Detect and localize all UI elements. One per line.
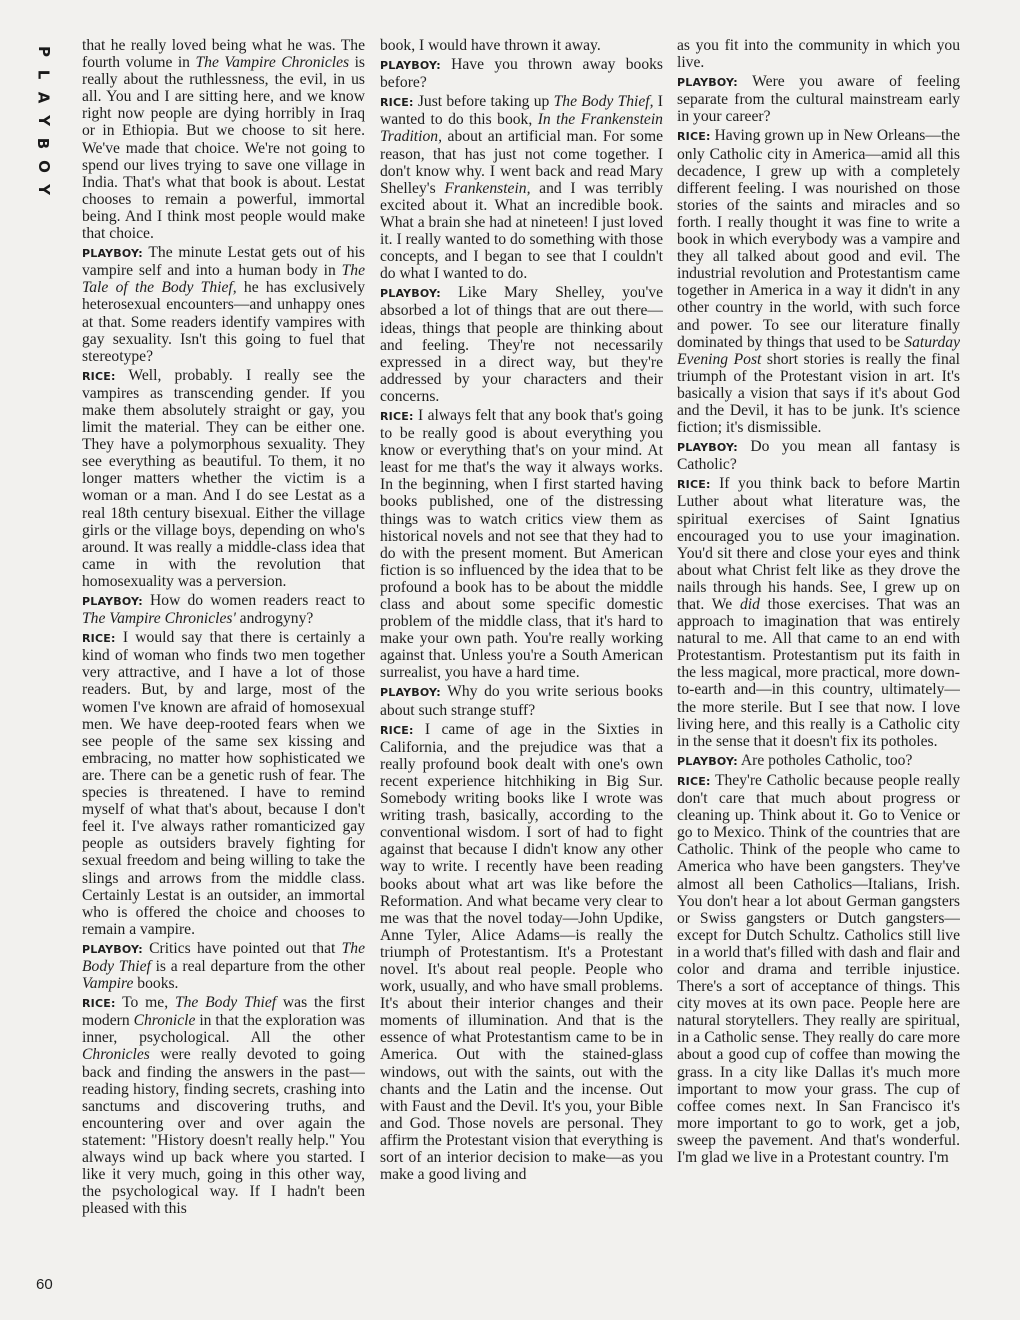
speaker-label: PLAYBOY: <box>380 287 441 301</box>
paragraph <box>380 683 663 718</box>
text-run: Why do you write serious books about such strange stuff? <box>380 683 663 719</box>
paragraph <box>677 73 960 125</box>
speaker-label: RICE: <box>677 478 711 492</box>
text-run: book, I would have thrown it away. <box>380 37 601 54</box>
paragraph <box>677 772 960 1166</box>
masthead-vertical <box>29 40 57 201</box>
speaker-label: PLAYBOY: <box>82 247 143 261</box>
paragraph <box>380 284 663 405</box>
paragraph <box>677 438 960 473</box>
text-run: I wanted to do this book, <box>380 93 663 129</box>
text-run: Have you thrown away books before? <box>380 56 663 92</box>
italic-title: Chronicle <box>133 1012 196 1030</box>
text-run: I came of age in the Sixties in California, and the prejudice was that a really profound book dealt with one's own recent experience hitchhiking in Big Sur. Somebody writing books like I wrote was writing trash, basically, according to the conventional wisdom. I sort of had to fight against that because I didn't know any other way to write. I recently have been reading books about what art was like before the Reformation. And what became very clear to me was that the novel today—John Updike, Anne Tyler, Alice Adams—is really the triumph of Protestantism. It's a Protestant novel. It's about real people. People who work, usually, and who have small problems. It's about their interior changes and their moments of illumination. And that is the essence of what Protestantism came to be in America. Out with the stained-glass windows, out with the saints, out with the chants and the Latin and the incense. Out with Faust and the Devil. It's you, your Bible and God. Those novels are personal. They affirm the Protestant vision that everything is sort of an interior decision to make—as you make a good living and <box>380 720 663 1184</box>
speaker-label: RICE: <box>677 130 711 144</box>
text-run: Having grown up in New Orleans—the only Catholic city in America—amid all this decadence, I grew up with a completely different feeling. I was nourished on those stories of the saints and miracles and so forth. I really thought it was fine to write a book in which everybody was a vampire and they all talked about good and evil. The industrial revolution and Protestantism came together in America in a way it didn't in any other country in the world, with such force and power. To see our literature finally dominated by things that used to be <box>677 127 960 351</box>
text-run: Just before taking up <box>413 93 554 111</box>
italic-title: Saturday Evening Post <box>677 333 960 368</box>
speaker-label: RICE: <box>380 723 414 737</box>
italic-title: Frankenstein, <box>444 179 531 197</box>
paragraph <box>677 127 960 436</box>
text-run: I would say that there is certainly a kind of woman who finds two men together very attractive, and I have a lot of those readers. But, by and large, most of the women I've known are afraid of homosexual men. We have deep-rooted fears when we see people of the same sex kissing and embracing, no matter how sophisticated we are. There can be a genetic rush of fear. The species is threatened. I have to remind myself of what that's about, because I don't feel it. I've always rather romanticized gay people as outsiders bravely fighting for sexual freedom and being willing to take the slings and arrows from the middle class. Certainly Lestat is an outsider, an immortal who is offered the choice and chooses to remain a vampire. <box>82 629 365 938</box>
speaker-label: PLAYBOY: <box>677 441 738 455</box>
masthead-letter: O <box>34 160 53 173</box>
text-run: Are potholes Catholic, too? <box>737 751 913 769</box>
italic-title: The Body Thief, <box>553 93 654 111</box>
speaker-label: RICE: <box>677 774 711 788</box>
text-run: How do women readers react to <box>142 592 365 609</box>
italic-title: did <box>739 596 760 613</box>
paragraph <box>82 940 365 992</box>
italic-title: The Body Thief <box>174 994 277 1012</box>
speaker-label: PLAYBOY: <box>82 942 143 956</box>
masthead-letter: B <box>34 137 53 150</box>
text-run: If you think back to before Martin Luther about what literature was, the spiritual exercises of Saint Ignatius encouraged you to use your imagination. You'd sit there and close your eyes and think about what Christ felt like as they drove the nails through his hands. See, I grew up on that. We <box>677 475 960 613</box>
text-run: were really devoted to going back and finding the answers in the past—reading history, finding secrets, crashing into sanctums and discovering truths, and encountering over and over again the statement: "History doesn't really help." You always wind up back where you started. I like it very much, going in this other way, the psychological way. If I hadn't been pleased with this <box>82 1046 365 1218</box>
text-run: They're Catholic because people really don't care that much about progress or cleaning up. Think about it. Go to Venice or go to Mexico. Think of the countries that are Catholic. Think of the people who came to America who have been gangsters. They've almost all been Catholics—Italians, Irish. You don't hear a lot about German gangsters or Swiss gangsters or Dutch gangsters—except for Dutch Schultz. Catholics still live in a world that's filled with dash and flair and color and drama and terrible injustice. There's a sort of acceptance of things. This city moves at its own pace. People here are natural storytellers. They really are spiritual, in a Catholic sense. They really do care more about a good cup of coffee than mowing the grass. In a city like Dallas it's much more important to mow your grass. The cup of coffee comes next. In San Francisco it's more important to go to work, get a job, sweep the pavement. And that's wonderful. I'm glad we live in a Protestant country. I'm <box>677 771 960 1166</box>
paragraph <box>380 37 663 54</box>
text-run: and I was terribly excited about it. What an incredible book. What a brain she had at nineteen! I just loved it. I really wanted to do something with those concepts, and I began to see that I couldn't do what I wanted to do. <box>380 179 663 283</box>
italic-title: The Tale of the Body Thief, <box>82 262 365 297</box>
speaker-label: RICE: <box>380 409 414 423</box>
page-number: 60 <box>36 1276 53 1293</box>
speaker-label: RICE: <box>82 369 116 383</box>
speaker-label: PLAYBOY: <box>677 754 738 768</box>
masthead-letter: A <box>34 91 53 104</box>
paragraph <box>380 56 663 91</box>
speaker-label: RICE: <box>380 96 414 110</box>
text-run: Were you aware of feeling separate from the cultural mainstream early in your career? <box>677 73 960 126</box>
paragraph <box>677 37 960 71</box>
italic-title: The Body Thief <box>82 939 365 975</box>
text-run: Well, probably. I really see the vampires as transcending gender. If you make them absolutely straight or gay, you limit the material. They can be either one. They have a polymorphous sexuality. They see everything as beautiful. To them, it no longer matters whether the victim is a woman or a man. And I do see Lestat as a real 18th century bisexual. Either the village girls or the village boys, depending on who's around. It was really a middle-class idea that came in with the revolution that homosexuality was a perversion. <box>82 366 365 590</box>
paragraph <box>380 407 663 682</box>
text-run: I always felt that any book that's going to be really good is about everything you know or everything that's on your mind. At least for me that's the way it always works. In the beginning, when I first started having books published, one of the distressing things was to watch critics view them as historical novels and not see that they had to do with the present moment. But American fiction is so influenced by the idea that to be profound a book has to be about the middle class and about some specific domestic problem of the middle class, that it's hard to make your own path. You're really working against that. Unless you're a South American surrealist, you have a hard time. <box>380 406 663 682</box>
text-run: in that the exploration was inner, psychological. All the other <box>82 1012 365 1047</box>
text-column-2 <box>380 37 663 1292</box>
paragraph <box>82 37 365 242</box>
text-run: that he really loved being what he was. The fourth volume in <box>82 37 365 72</box>
text-run: short stories is really the final triumph of the Protestant vision in art. It's basically a vision that says if it's about God and the Devil, it has to be junk. It's science fiction; it's dismissible. <box>677 350 960 437</box>
paragraph <box>677 475 960 750</box>
italic-title: Chronicles <box>82 1046 150 1064</box>
text-run: The minute Lestat gets out of his vampire self and into a human body in <box>82 244 365 280</box>
masthead-letter: L <box>34 69 53 80</box>
masthead-letter: Y <box>34 184 53 195</box>
paragraph <box>82 629 365 938</box>
paragraph <box>82 592 365 627</box>
text-run: To me, <box>115 994 175 1012</box>
text-run: those exercises. That was an approach to imagination that was entirely natural to me. All that came to an end with Protestantism. Protestantism put its faith in the less magical, more practical, more down-to-earth and—in this country, ultimately—the more sterile. But I see that now. I love living here, and this really is a Catholic city in the sense that it doesn't fix its potholes. <box>677 596 960 750</box>
paragraph <box>677 752 960 770</box>
text-column-1 <box>82 37 365 1292</box>
text-run: Critics have pointed out that <box>142 939 342 957</box>
italic-title: In the Frankenstein Tradition, <box>380 111 663 146</box>
speaker-label: RICE: <box>82 997 116 1011</box>
italic-title: Vampire <box>82 975 134 993</box>
text-run: androgyny? <box>235 610 314 628</box>
italic-title: The Vampire Chronicles <box>195 54 350 72</box>
text-run: he has exclusively heterosexual encounters—and unhappy ones at that. Some readers identify vampires with gay sexuality. Isn't this going to fuel that stereotype? <box>82 279 365 365</box>
paragraph <box>380 93 663 282</box>
text-run: is really about the ruthlessness, the evil, in us all. You and I are sitting here, and we know right now people are dying horribly in Iraq or in Ethiopia. But we choose to sit here. We've made that choice. We're not going to spend our lives trying to save one village in India. That's what that book is about. Lestat chooses to remain a powerful, immortal being. And I think most people would make that choice. <box>82 54 365 243</box>
speaker-label: RICE: <box>82 632 116 646</box>
text-run: was the first modern <box>82 994 365 1030</box>
speaker-label: PLAYBOY: <box>380 686 441 700</box>
masthead-letter: Y <box>34 115 53 126</box>
paragraph <box>380 721 663 1184</box>
italic-title: The Vampire Chronicles' <box>82 610 236 628</box>
speaker-label: PLAYBOY: <box>677 76 738 90</box>
speaker-label: PLAYBOY: <box>82 595 143 608</box>
text-run: Like Mary Shelley, you've absorbed a lot of things that are out there—ideas, things that people are thinking about and feeling. They're not necessarily expressed in a direct way, but they're addressed by your characters and their concerns. <box>380 284 663 405</box>
text-run: books. <box>133 975 179 993</box>
speaker-label: PLAYBOY: <box>380 59 441 73</box>
text-run: is a real departure from the other <box>150 957 365 975</box>
text-column-3 <box>677 37 960 1292</box>
paragraph <box>82 244 365 365</box>
text-run: about an artificial man. For some reason, that has just not come together. I don't know why. I went back and read Mary Shelley's <box>380 128 663 197</box>
text-run: as you fit into the community in which you live. <box>677 37 960 72</box>
text-run: Do you mean all fantasy is Catholic? <box>677 438 960 474</box>
paragraph <box>82 994 365 1217</box>
masthead-letter: P <box>34 46 53 57</box>
paragraph <box>82 367 365 590</box>
